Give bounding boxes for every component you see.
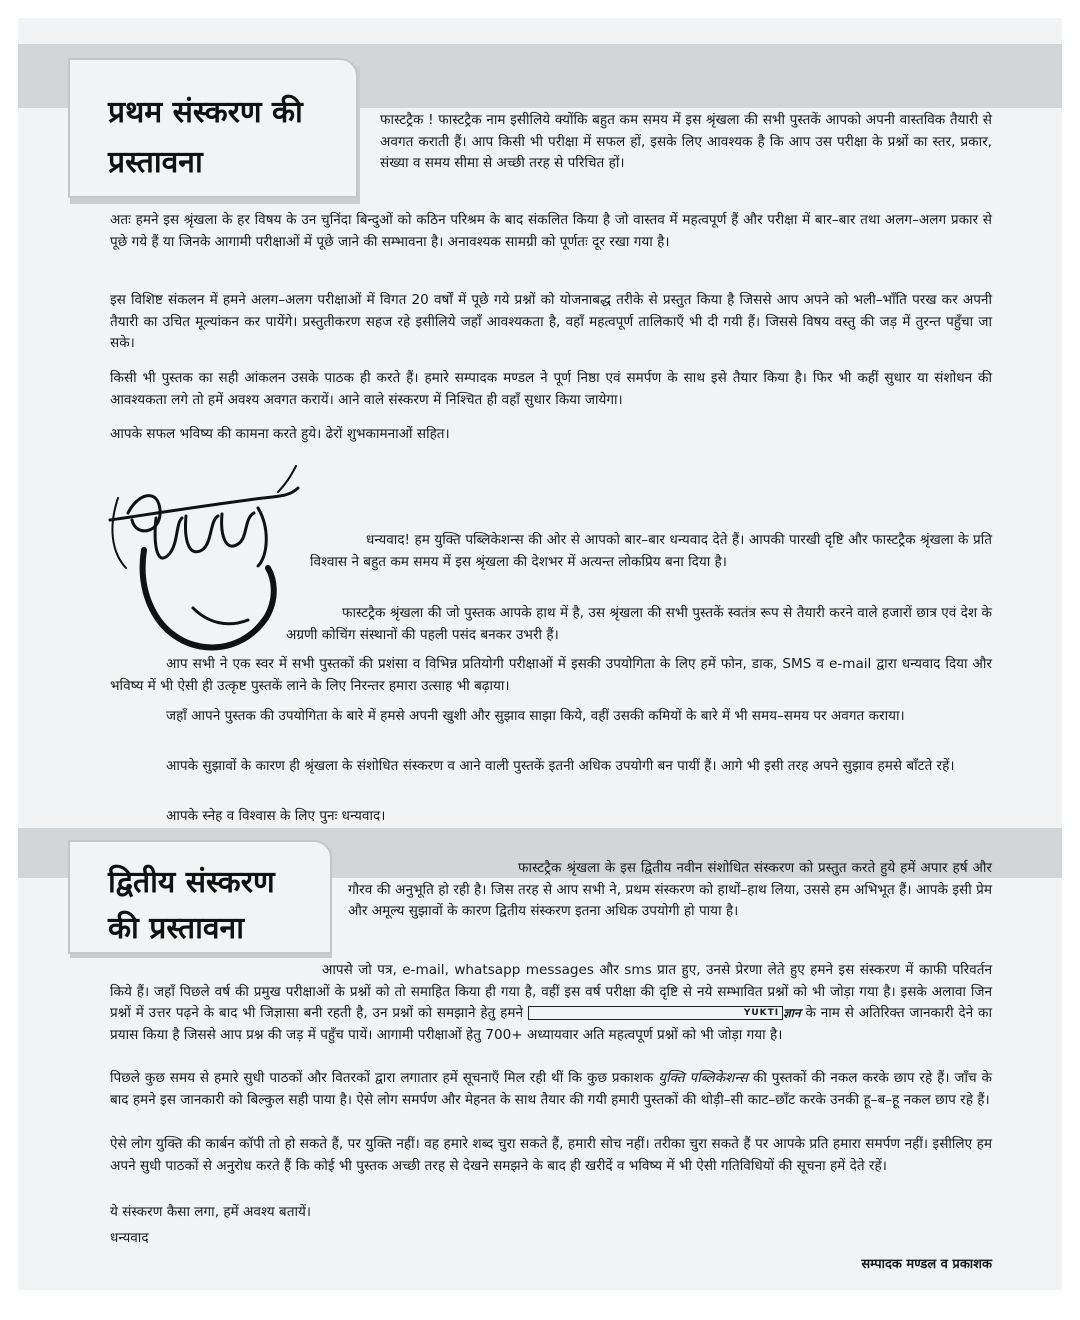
dhanyavad-signature [98, 458, 318, 658]
yukti-logo: YUKTI [528, 1006, 783, 1020]
second-preface-closing: धन्यवाद [110, 1230, 149, 1246]
second-preface-para-4: ये संस्करण कैसा लगा, हमें अवश्य बतायें। [110, 1204, 311, 1220]
second-preface-para-1 [110, 960, 992, 1046]
thanks-para-4: जहाँ आपने पुस्तक की उपयोगिता के बारे में हमसे अपनी खुशी और सुझाव साझा किये, वहीं उसकी कमियों के बारे में भी समय–समय पर अवगत कराया। [166, 708, 905, 724]
second-preface-para-3: ऐसे लोग युक्ति की कार्बन कॉपी तो हो सकते हैं, पर युक्ति नहीं। वह हमारे शब्द चुरा सकते हैं, हमारी सोच नहीं। तरीका चुरा सकते हैं पर आपके प्रति हमारा समर्पण नहीं। इसीलिए हम अपने सुधी पाठकों से अनुरोध करते हैं कि कोई भी पुस्तक अच्छी तरह से देखने समझने के बाद ही खरीदें व भविष्य में भी ऐसी गतिविधियों की सूचना हमें देते रहें। [110, 1136, 992, 1174]
second-preface-intro: फास्टट्रैक श्रृंखला के इस द्वितीय नवीन संशोधित संस्करण को प्रस्तुत करते हुये हमें अपार हर्ष और गौरव की अनुभूति हो रही है। जिस तरह से आप सभी ने, प्रथम संस्करण को हाथों–हाथ लिया, उससे हम अभिभूत हैं। आपके इसी प्रेम और अमूल्य सुझावों के कारण द्वितीय संस्करण इतना अधिक उपयोगी हो पाया है। [348, 860, 992, 919]
yukti-jnan-label: ज्ञान [783, 1006, 801, 1020]
first-preface-para-3: किसी भी पुस्तक का सही आंकलन उसके पाठक ही करते हैं। हमारे सम्पादक मण्डल ने पूर्ण निष्ठा एवं समर्पण के साथ इसे तैयार किया है। फिर भी कहीं सुधार या संशोधन की आवश्यकता लगे तो हमें अवश्य अवगत करायें। आने वाले संस्करण में निश्चित ही वहाँ सुधार किया जायेगा। [110, 370, 992, 408]
first-preface-para-2: इस विशिष्ट संकलन में हमने अलग–अलग परीक्षाओं में विगत 20 वर्षों में पूछे गये प्रश्नों को योजनाबद्ध तरीके से प्रस्तुत किया है जिससे आप अपने को भली–भाँति परख कर अपनी तैयारी का उचित मूल्यांकन कर पायेंगे। प्रस्तुतीकरण सहज रहे इसीलिये जहाँ आवश्यकता है, वहाँ महत्वपूर्ण तालिकाएँ भी दी गयी हैं। जिससे विषय वस्तु की जड़ में तुरन्त पहुँचा जा सके। [110, 292, 992, 351]
thanks-para-3: आप सभी ने एक स्वर में सभी पुस्तकों की प्रशंसा व विभिन्न प्रतियोगी परीक्षाओं में इसकी उपयोगिता के लिए हमें फोन, डाक, SMS व e-mail द्वारा धन्यवाद दिया और भविष्य में भी ऐसी ही उत्कृष्ट पुस्तकें लाने के लिए निरन्तर हमारा उत्साह भी बढ़ाया। [110, 656, 992, 694]
thanks-para-2: फास्टट्रैक श्रृंखला की जो पुस्तक आपके हाथ में है, उस श्रृंखला की सभी पुस्तकें स्वतंत्र रूप से तैयारी करने वाले हजारों छात्र एवं देश के अग्रणी कोचिंग संस्थानों की पहली पसंद बनकर उभरी हैं। [286, 605, 992, 643]
preface-page [18, 18, 1062, 1290]
publisher-name: युक्ति पब्लिकेशन्स [658, 1070, 748, 1086]
second-preface-title-line2: की प्रस्तावना [108, 911, 244, 946]
second-preface-para-2-start: पिछले कुछ समय से हमारे सुधी पाठकों और वितरकों द्वारा लगातार हमें सूचनाएँ मिल रही थीं कि कुछ प्रकाशक [110, 1070, 659, 1086]
first-preface-para-1: अतः हमने इस श्रृंखला के हर विषय के उन चुनिंदा बिन्दुओं को कठिन परिश्रम के बाद संकलित किया है जो वास्तव में महत्वपूर्ण हैं और परीक्षा में बार–बार तथा अलग–अलग प्रकार से पूछे गये हैं या जिनके आगामी परीक्षाओं में पूछे जाने की सम्भावना है। अनावश्यक सामग्री को पूर्णतः दूर रखा गया है। [110, 212, 992, 250]
second-preface-title-line1: द्वितीय संस्करण [108, 865, 275, 900]
heading-box-second [68, 840, 332, 954]
second-preface-para-1-end: के नाम से अतिरिक्त जानकारी देने का प्रयास किया है जिससे आप प्रश्न की जड़ में पहुँच पायें। आगामी परीक्षाओं हेतु 700+ अध्यायवार अति महत्वपूर्ण प्रश्नों को भी जोड़ा गया है। [110, 1005, 992, 1043]
heading-box-first [68, 58, 358, 198]
first-preface-intro: फास्टट्रैक ! फास्टट्रैक नाम इसीलिये क्योंकि बहुत कम समय में इस श्रृंखला की सभी पुस्तकें आपको अपनी वास्तविक तैयारी से अवगत कराती हैं। आप किसी भी परीक्षा में सफल हों, इसके लिए आवश्यक है कि आप उस परीक्षा के प्रश्नों का स्तर, प्रकार, संख्या व समय सीमा से अच्छी तरह से परिचित हों। [380, 112, 992, 171]
first-preface-title-line2: प्रस्तावना [108, 145, 203, 180]
thanks-para-5: आपके सुझावों के कारण ही श्रृंखला के संशोधित संस्करण व आने वाली पुस्तकें इतनी अधिक उपयोगी बन पायीं हैं। आगे भी इसी तरह अपने सुझाव हमसे बाँटते रहें। [166, 758, 955, 774]
thanks-para-6: आपके स्नेह व विश्वास के लिए पुनः धन्यवाद। [166, 808, 386, 824]
second-preface-signoff: सम्पादक मण्डल व प्रकाशक [861, 1257, 992, 1272]
second-preface-para-2 [110, 1068, 992, 1111]
first-preface-title-line1: प्रथम संस्करण की [108, 95, 303, 130]
second-preface-para-1-start: आपसे जो पत्र, e-mail, whatsapp messages और sms प्रात हुए, उनसे प्रेरणा लेते हुए हमने इस संस्करण में काफी परिवर्तन किये हैं। जहाँ पिछले वर्ष की प्रमुख परीक्षाओं के प्रश्नों को तो समाहित किया ही गया है, वहीं इस वर्ष परीक्षा की दृष्टि से नये सम्भावित प्रश्नों को भी जोड़ा गया है। इसके अलावा जिन प्रश्नों में उत्तर पढ़ने के बाद भी जिज्ञासा बनी रहती है, उन प्रश्नों को समझाने हेतु हमने [110, 962, 992, 1021]
thanks-para-1: धन्यवाद! हम युक्ति पब्लिकेशन्स की ओर से आपको बार–बार धन्यवाद देते हैं। आपकी पारखी दृष्टि और फास्टट्रैक श्रृंखला के प्रति विश्वास ने बहुत कम समय में इस श्रृंखला की देशभर में अत्यन्त लोकप्रिय बना दिया है। [310, 532, 992, 570]
second-preface-para-2-end: की पुस्तकों की नकल करके छाप रहे हैं। जाँच के बाद हमने इस जानकारी को बिल्कुल सही पाया है। ऐसे लोग समर्पण और मेहनत के साथ तैयार की गयी हमारी पुस्तकों की थोड़ी–सी काट–छाँट करके उनकी हू–ब–हू नकल छाप रहे हैं। [110, 1070, 993, 1108]
first-preface-para-4: आपके सफल भविष्य की कामना करते हुये। ढेरों शुभकामनाओं सहित। [110, 426, 450, 442]
